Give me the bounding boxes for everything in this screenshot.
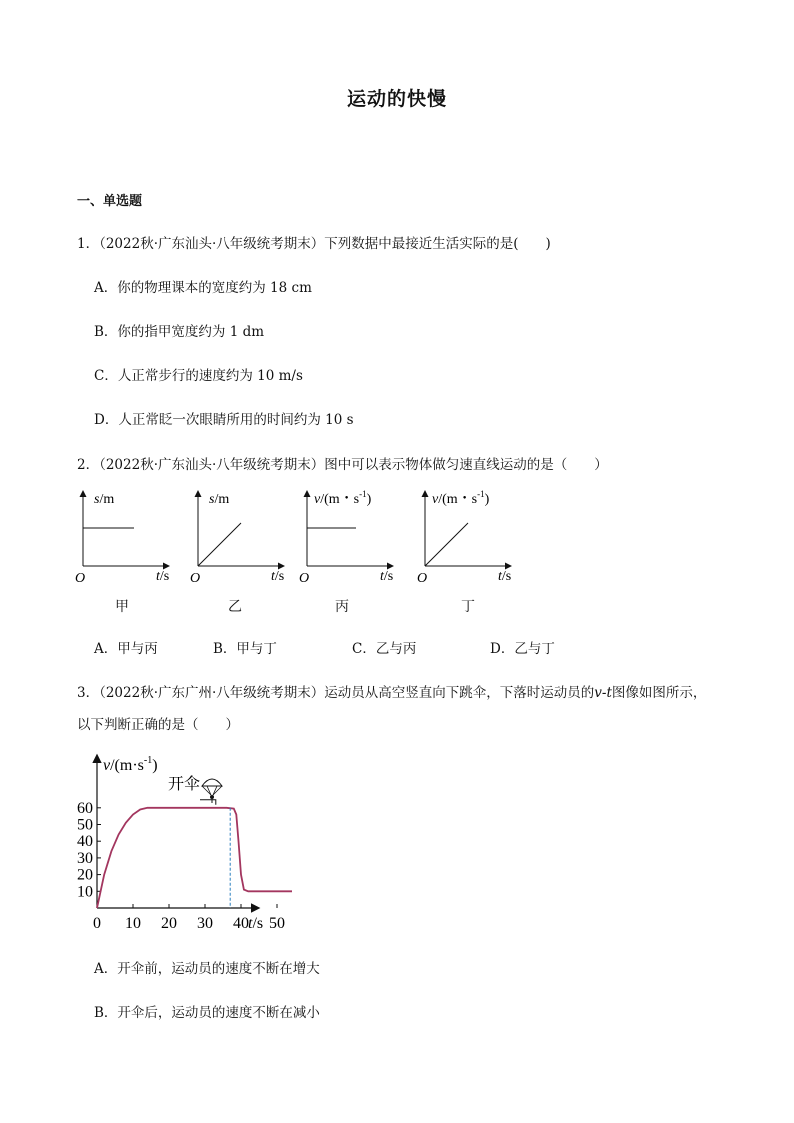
x-axis-label: t/s — [248, 915, 264, 932]
origin-label: O — [417, 571, 428, 586]
question-3-stem-line2: 以下判断正确的是（ ） — [77, 717, 239, 733]
x-tick-label: 50 — [269, 915, 285, 932]
y-axis-label: s/m — [209, 492, 230, 507]
y-tick-label: 50 — [77, 816, 93, 834]
x-tick-label: 0 — [93, 915, 101, 932]
question-1-option-d: D．人正常眨一次眼睛所用的时间约为 10 s — [94, 412, 354, 428]
question-2-option-a: A．甲与丙 — [94, 641, 158, 657]
graph-line — [425, 523, 468, 566]
y-tick-label: 40 — [77, 833, 93, 851]
x-axis-label: t/s — [271, 569, 285, 584]
x-tick-label: 30 — [197, 915, 213, 932]
question-1-option-b: B．你的指甲宽度约为 1 dm — [94, 324, 265, 340]
y-axis-label: s/m — [94, 492, 115, 507]
velocity-series-line — [97, 808, 292, 908]
question-2-option-c: C．乙与丙 — [352, 641, 417, 657]
question-1-stem: 1．（2022秋·广东汕头·八年级统考期末）下列数据中最接近生活实际的是( ) — [77, 236, 551, 252]
graph-jia — [70, 486, 180, 586]
question-1-option-c: C．人正常步行的速度约为 10 m/s — [94, 368, 303, 384]
x-tick-label: 40 — [233, 915, 249, 932]
origin-label: O — [75, 571, 86, 586]
question-2-option-d: D．乙与丁 — [490, 641, 555, 657]
x-tick-label: 20 — [161, 915, 177, 932]
open-parachute-bracket — [200, 800, 216, 805]
page-title: 运动的快慢 — [346, 88, 447, 110]
x-axis-label: t/s — [156, 569, 170, 584]
y-tick-label: 60 — [77, 799, 93, 817]
x-tick-label: 10 — [125, 915, 141, 932]
question-1-option-a: A．你的物理课本的宽度约为 18 cm — [94, 280, 312, 296]
open-parachute-label: 开伞 — [168, 776, 201, 793]
graph-caption-ding: 丁 — [461, 599, 475, 615]
question-3-option-a: A．开伞前，运动员的速度不断在增大 — [94, 961, 320, 977]
graph-caption-bing: 丙 — [335, 599, 349, 615]
graph-caption-yi: 乙 — [228, 599, 242, 615]
graph-line — [198, 523, 241, 566]
graph-bing — [294, 486, 409, 586]
x-axis-label: t/s — [498, 569, 512, 584]
x-axis-label: t/s — [380, 569, 394, 584]
y-tick-label: 30 — [77, 849, 93, 867]
graph-caption-jia: 甲 — [115, 599, 129, 615]
y-tick-label: 20 — [77, 866, 93, 884]
y-axis-label: v/(m・$s^{-1}$) — [432, 489, 490, 507]
y-axis-label: v/(m・$s^{-1}$) — [314, 489, 372, 507]
y-tick-label: 10 — [77, 883, 93, 901]
origin-label: O — [190, 571, 201, 586]
y-axis-label: $v/(m\cdot s^{-1})$ — [103, 755, 158, 774]
vt-chart — [72, 748, 292, 938]
question-3-stem-line1: 3．（2022秋·广东广州·八年级统考期末）运动员从高空竖直向下跳伞，下落时运动员的v-t图像如图所示， — [77, 685, 707, 701]
question-2-option-b: B．甲与丁 — [213, 641, 277, 657]
section-heading: 一、单选题 — [77, 194, 143, 209]
question-3-option-b: B．开伞后，运动员的速度不断在减小 — [94, 1005, 320, 1021]
graph-ding — [412, 486, 527, 586]
graph-yi — [185, 486, 295, 586]
origin-label: O — [299, 571, 310, 586]
question-2-stem: 2．（2022秋·广东汕头·八年级统考期末）图中可以表示物体做匀速直线运动的是（ ） — [77, 457, 608, 473]
